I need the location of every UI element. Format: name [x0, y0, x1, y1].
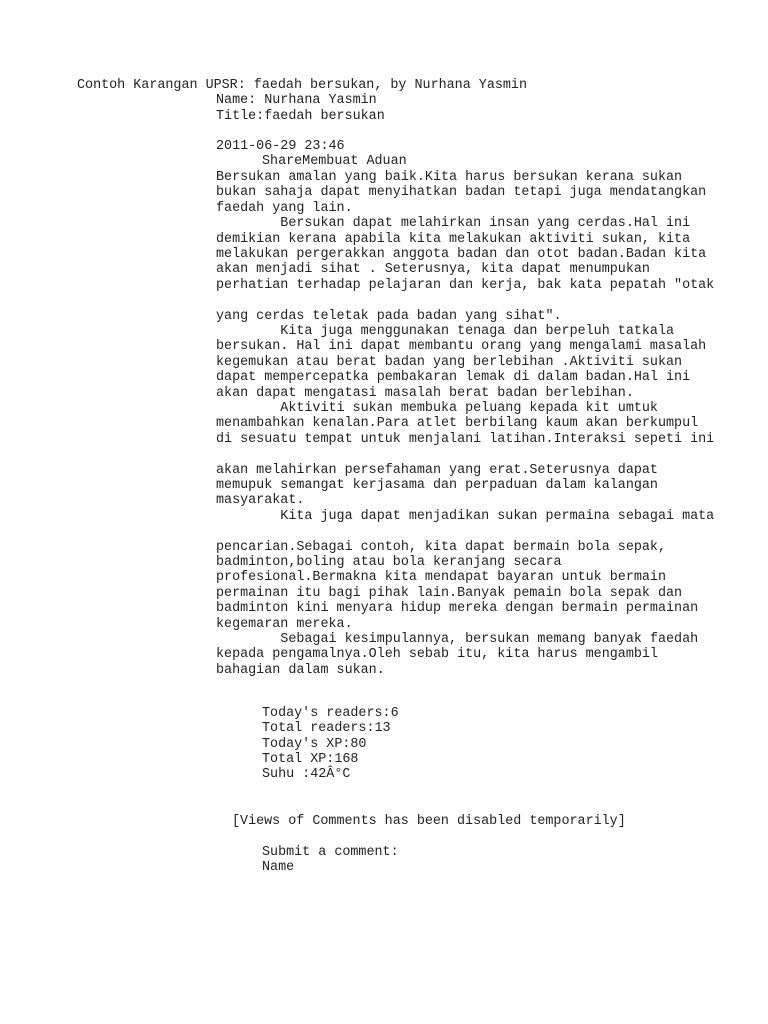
body-line: Bersukan dapat melahirkan insan yang cerdas.Hal ini	[216, 216, 691, 232]
body-line: memupuk semangat kerjasama dan perpaduan dalam kalangan	[216, 478, 658, 493]
post-timestamp: 2011-06-29 23:46	[216, 139, 345, 154]
body-line: menambahkan kenalan.Para atlet berbilang kaum akan berkumpul	[216, 416, 699, 432]
body-line: Sebagai kesimpulannya, bersukan memang banyak faedah	[216, 632, 699, 647]
body-line: di sesuatu tempat untuk menjalani latihan.Interaksi sepeti ini	[216, 431, 715, 447]
comments-disabled-notice: [Views of Comments has been disabled temporarily]	[232, 814, 626, 829]
body-line: badminton,boling atau bola keranjang secara	[216, 555, 562, 570]
body-line: kegemaran mereka.	[216, 616, 353, 632]
stat-total-xp: Total XP:168	[262, 752, 359, 767]
author-name: Name: Nurhana Yasmin	[216, 93, 377, 108]
share-report-links[interactable]: ShareMembuat Aduan	[262, 154, 407, 169]
body-line: Kita juga menggunakan tenaga dan berpeluh tatkala	[216, 324, 675, 339]
body-line: bahagian dalam sukan.	[216, 662, 385, 678]
body-line: perhatian terhadap pelajaran dan kerja, bak kata pepatah "otak	[216, 277, 715, 293]
body-line: pencarian.Sebagai contoh, kita dapat bermain bola sepak,	[216, 539, 666, 555]
body-line: dapat mempercepatka pembakaran lemak di dalam badan.Hal ini	[216, 370, 691, 386]
body-line: masyarakat.	[216, 493, 305, 509]
stat-total-readers: Total readers:13	[262, 721, 391, 736]
body-line: bersukan. Hal ini dapat membantu orang yang mengalami masalah	[216, 339, 707, 355]
body-line: yang cerdas teletak pada badan yang sihat".	[216, 308, 562, 324]
body-line: bukan sahaja dapat menyihatkan badan tetapi juga mendatangkan	[216, 185, 707, 201]
body-line: kegemukan atau berat badan yang berlebihan .Aktiviti sukan	[216, 354, 683, 370]
body-line: akan melahirkan persefahaman yang erat.Seterusnya dapat	[216, 462, 658, 478]
body-line: akan menjadi sihat . Seterusnya, kita dapat menumpukan	[216, 262, 650, 278]
stat-temperature: Suhu :42Â°C	[262, 767, 351, 782]
body-line: profesional.Bermakna kita mendapat bayaran untuk bermain	[216, 570, 666, 586]
body-line: demikian kerana apabila kita melakukan aktiviti sukan, kita	[216, 231, 691, 247]
body-line: Kita juga dapat menjadikan sukan permaina sebagai mata	[216, 508, 715, 524]
body-line: permainan itu bagi pihak lain.Banyak pemain bola sepak dan	[216, 585, 683, 601]
stat-todays-readers: Today's readers:6	[262, 706, 399, 721]
submit-comment-label: Submit a comment:	[262, 845, 399, 860]
stat-todays-xp: Today's XP:80	[262, 737, 367, 752]
body-line: Aktiviti sukan membuka peluang kepada kit umtuk	[216, 401, 658, 416]
body-line: Bersukan amalan yang baik.Kita harus bersukan kerana sukan	[216, 170, 683, 185]
body-line: akan dapat mengatasi masalah berat badan berlebihan.	[216, 385, 634, 401]
body-line: kepada pengamalnya.Oleh sebab itu, kita harus mengambil	[216, 647, 658, 663]
document-title: Title:faedah bersukan	[216, 109, 385, 124]
body-line: melakukan pergerakkan anggota badan dan otot badan.Badan kita	[216, 247, 707, 262]
comment-name-label: Name	[262, 860, 295, 875]
document-heading: Contoh Karangan UPSR: faedah bersukan, by Nurhana Yasmin	[77, 78, 527, 93]
body-line: faedah yang lain.	[216, 200, 353, 216]
body-line: badminton kini menyara hidup mereka dengan bermain permainan	[216, 601, 699, 617]
